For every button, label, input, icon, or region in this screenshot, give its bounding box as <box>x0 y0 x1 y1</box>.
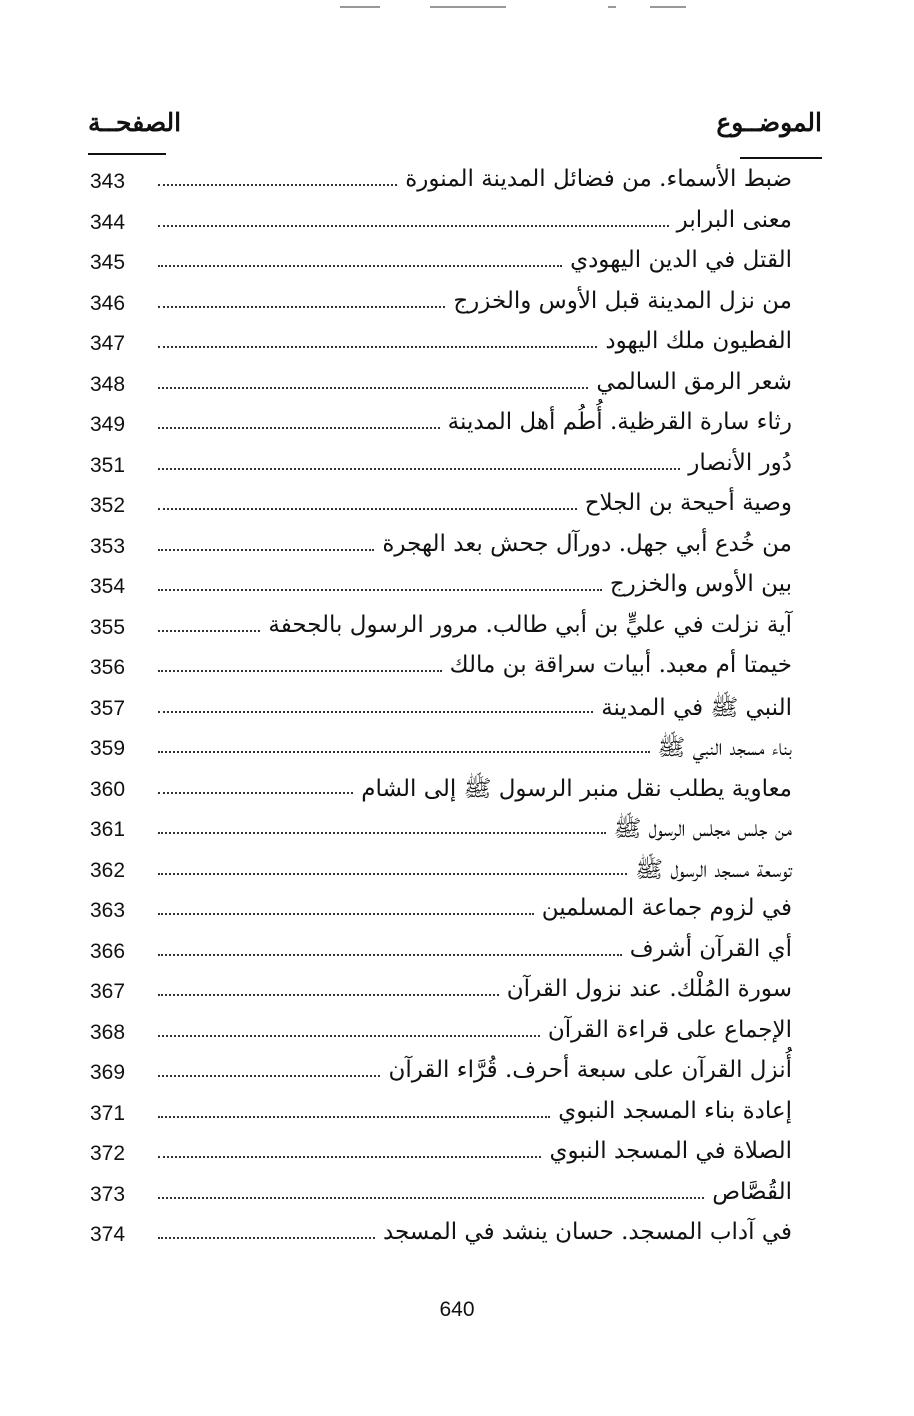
toc-entry-title: أي القرآن أشرف <box>629 935 792 962</box>
toc-entry-page: 349 <box>90 413 126 436</box>
toc-entry-title: سورة المُلْك. عند نزول القرآن <box>506 976 792 1002</box>
toc-entry-page: 346 <box>90 291 126 315</box>
toc-entry <box>90 687 792 728</box>
toc-entry-page: 353 <box>90 534 126 558</box>
toc-entry-title: رثاء سارة القرظية. أُطُم أهل المدينة <box>447 409 792 435</box>
table-of-contents <box>90 160 792 1254</box>
dot-leader <box>158 646 442 672</box>
toc-entry-title: أُنزل القرآن على سبعة أحرف. قُرَّاء القرآن <box>388 1057 792 1083</box>
toc-entry-title: توسعة مسجد الرسول ﷺ <box>635 856 792 883</box>
header-topic: الموضــوع <box>716 108 822 137</box>
dot-leader <box>158 606 260 632</box>
toc-entry-title: في لزوم جماعة المسلمين <box>541 895 792 921</box>
dot-leader <box>158 687 593 713</box>
toc-entry-title: من جلس مجلس الرسول ﷺ <box>613 816 792 842</box>
toc-entry-page: 372 <box>90 1142 126 1165</box>
toc-entry-page: 352 <box>90 494 126 517</box>
dot-leader <box>158 565 602 591</box>
toc-entry-title: من نزل المدينة قبل الأوس والخزرج <box>453 287 792 314</box>
dot-leader <box>158 1051 380 1077</box>
page-number: 640 <box>439 1298 475 1321</box>
toc-entry <box>90 444 792 485</box>
dot-leader <box>158 160 397 186</box>
toc-entry <box>90 322 792 363</box>
toc-entry-page: 347 <box>90 332 126 355</box>
dot-leader <box>158 241 562 267</box>
toc-entry <box>90 889 792 930</box>
toc-entry-page: 362 <box>90 858 126 882</box>
toc-entry <box>90 565 792 606</box>
toc-entry <box>90 525 792 566</box>
toc-entry <box>90 1132 792 1173</box>
dot-leader <box>158 403 440 429</box>
dot-leader <box>158 363 588 389</box>
dot-leader <box>158 322 597 348</box>
dot-leader <box>158 889 534 915</box>
toc-entry <box>90 282 792 323</box>
toc-entry <box>90 1011 792 1052</box>
toc-entry <box>90 1051 792 1092</box>
toc-entry-title: من خُدع أبي جهل. دورآل جحش بعد الهجرة <box>382 530 792 557</box>
toc-entry-title: دُور الأنصار <box>688 449 792 476</box>
dot-leader <box>158 444 680 470</box>
dot-leader <box>158 484 577 510</box>
toc-entry-title: الصلاة في المسجد النبوي <box>549 1138 792 1164</box>
toc-entry <box>90 727 792 768</box>
toc-entry <box>90 970 792 1011</box>
toc-entry-title: ضبط الأسماء. من فضائل المدينة المنورة <box>405 166 792 192</box>
toc-entry-page: 356 <box>90 656 126 679</box>
toc-entry-page: 357 <box>90 696 126 720</box>
toc-entry-page: 373 <box>90 1182 126 1206</box>
toc-entry-page: 344 <box>90 210 126 234</box>
toc-entry-title: الإجماع على قراءة القرآن <box>547 1016 792 1043</box>
toc-entry-title: في آداب المسجد. حسان ينشد في المسجد <box>382 1219 792 1245</box>
scan-artifacts <box>0 0 914 20</box>
dot-leader <box>158 1011 540 1037</box>
toc-entry <box>90 363 792 404</box>
toc-entry <box>90 930 792 971</box>
toc-entry-title: النبي ﷺ في المدينة <box>601 694 792 721</box>
toc-entry-title: معنى البرابر <box>676 206 792 233</box>
toc-entry <box>90 1092 792 1133</box>
dot-leader <box>158 970 499 996</box>
dot-leader <box>158 768 353 794</box>
toc-entry <box>90 1213 792 1254</box>
header-page-rule <box>88 153 166 155</box>
dot-leader <box>158 727 650 753</box>
toc-entry-page: 348 <box>90 372 126 396</box>
toc-entry-page: 367 <box>90 980 126 1003</box>
toc-entry-title: بناء مسجد النبي ﷺ <box>657 735 792 761</box>
toc-entry-title: شعر الرمق السالمي <box>596 368 792 395</box>
toc-entry <box>90 1173 792 1214</box>
header-page: الصفحــة <box>88 108 182 137</box>
toc-entry-title: القتل في الدين اليهودي <box>570 247 792 273</box>
dot-leader <box>158 1173 704 1199</box>
toc-entry-title: معاوية يطلب نقل منبر الرسول ﷺ إلى الشام <box>361 775 792 802</box>
toc-entry-page: 368 <box>90 1020 126 1044</box>
toc-entry-page: 366 <box>90 939 126 963</box>
toc-entry-title: الفطيون ملك اليهود <box>605 328 792 354</box>
toc-entry-page: 371 <box>90 1101 126 1125</box>
toc-entry-page: 351 <box>90 453 126 477</box>
header-topic-rule <box>740 157 822 159</box>
toc-entry-title: خيمتا أم معبد. أبيات سراقة بن مالك <box>449 652 792 678</box>
toc-entry <box>90 849 792 890</box>
toc-entry-title: القُصَّاص <box>712 1178 792 1205</box>
toc-entry-title: وصية أحيحة بن الجلاح <box>584 490 792 516</box>
toc-entry-page: 359 <box>90 737 126 760</box>
toc-entry <box>90 160 792 201</box>
toc-entry-page: 361 <box>90 818 126 841</box>
dot-leader <box>158 282 445 308</box>
dot-leader <box>158 808 606 834</box>
toc-entry-title: إعادة بناء المسجد النبوي <box>558 1097 792 1124</box>
toc-entry-page: 345 <box>90 251 126 274</box>
dot-leader <box>158 849 627 875</box>
toc-entry-page: 363 <box>90 899 126 922</box>
toc-entry <box>90 484 792 525</box>
toc-entry <box>90 606 792 647</box>
toc-entry-page: 343 <box>90 170 126 193</box>
toc-entry-page: 355 <box>90 615 126 639</box>
dot-leader <box>158 201 669 227</box>
dot-leader <box>158 930 622 956</box>
dot-leader <box>158 525 374 551</box>
dot-leader <box>158 1213 375 1239</box>
toc-entry-page: 369 <box>90 1061 126 1084</box>
toc-entry-page: 360 <box>90 777 126 801</box>
toc-entry <box>90 403 792 444</box>
toc-entry-page: 374 <box>90 1223 126 1246</box>
toc-entry-title: بين الأوس والخزرج <box>609 571 792 597</box>
dot-leader <box>158 1092 550 1118</box>
toc-entry <box>90 768 792 809</box>
toc-entry-page: 354 <box>90 575 126 598</box>
toc-entry-title: آية نزلت في عليٍّ بن أبي طالب. مرور الرسول بالجحفة <box>268 611 792 638</box>
toc-entry <box>90 808 792 849</box>
toc-entry <box>90 201 792 242</box>
dot-leader <box>158 1132 541 1158</box>
toc-entry <box>90 646 792 687</box>
toc-entry <box>90 241 792 282</box>
